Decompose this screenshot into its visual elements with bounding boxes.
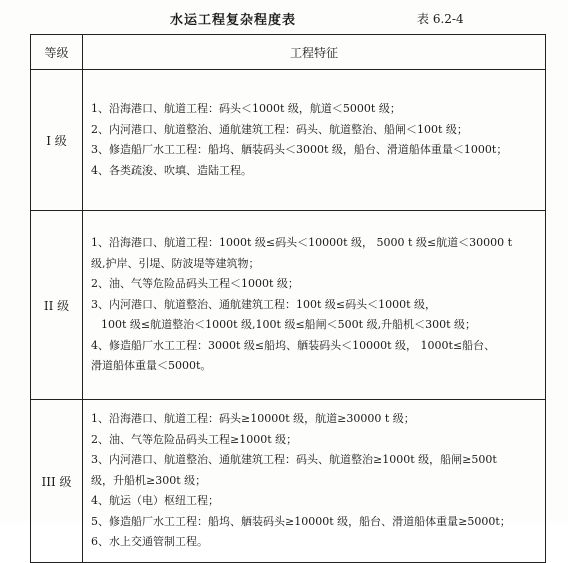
feature-line: 3、内河港口、航道整治、通航建筑工程：100t 级≤码头＜1000t 级， — [91, 297, 437, 311]
column-header-features: 工程特征 — [83, 35, 546, 70]
feature-line: 4、修造船厂水工工程：3000t 级≤船坞、舾装码头＜10000t 级， 1000t≤船台、 — [91, 338, 496, 352]
table-number: 表 6.2-4 — [417, 12, 464, 26]
feature-line: 1、沿海港口、航道工程：1000t 级≤码头＜10000t 级， 5000 t 级≤航道＜30000 t — [91, 236, 513, 250]
column-header-level: 等级 — [31, 35, 83, 70]
table-row — [31, 211, 546, 400]
feature-line: 4、各类疏浚、吹填、造陆工程。 — [91, 163, 252, 177]
feature-line: 4、航运（电）枢纽工程； — [91, 494, 219, 508]
table-title: 水运工程复杂程度表 — [170, 13, 297, 28]
features-cell — [83, 400, 546, 563]
table-header-row — [31, 35, 546, 70]
feature-line: 2、油、气等危险品码头工程≥1000t 级； — [91, 432, 298, 446]
level-cell: III 级 — [31, 400, 83, 563]
features-cell — [83, 211, 546, 400]
level-cell: I 级 — [31, 70, 83, 211]
feature-line: 6、水上交通管制工程。 — [91, 535, 208, 549]
table-row — [31, 400, 546, 563]
feature-line: 级,护岸、引堤、防波堤等建筑物； — [91, 256, 260, 270]
feature-line: 级，升船机≥300t 级； — [91, 473, 207, 487]
feature-line: 2、油、气等危险品码头工程＜1000t 级； — [91, 277, 299, 291]
feature-line: 1、沿海港口、航道工程：码头≥10000t 级，航道≥30000 t 级； — [91, 412, 415, 426]
feature-line: 5、修造船厂水工工程：船坞、舾装码头≥10000t 级，船台、滑道船体重量≥5000t； — [91, 514, 511, 528]
features-cell — [83, 70, 546, 211]
feature-line: 2、内河港口、航道整治、通航建筑工程：码头、航道整治、船闸＜100t 级； — [91, 122, 468, 136]
complexity-table — [30, 34, 546, 563]
table-row — [31, 70, 546, 211]
level-cell: II 级 — [31, 211, 83, 400]
feature-line: 3、修造船厂水工工程：船坞、舾装码头＜3000t 级，船台、滑道船体重量＜1000t； — [91, 143, 508, 156]
feature-line: 3、内河港口、航道整治、通航建筑工程：码头、航道整治≥1000t 级，船闸≥500t — [91, 453, 497, 467]
feature-line: 1、沿海港口、航道工程：码头＜1000t 级，航道＜5000t 级； — [91, 102, 401, 115]
feature-line: 100t 级≤航道整治＜1000t 级,100t 级≤船闸＜500t 级,升船机＜300t 级； — [101, 318, 476, 332]
feature-line: 滑道船体重量＜5000t。 — [91, 359, 212, 373]
